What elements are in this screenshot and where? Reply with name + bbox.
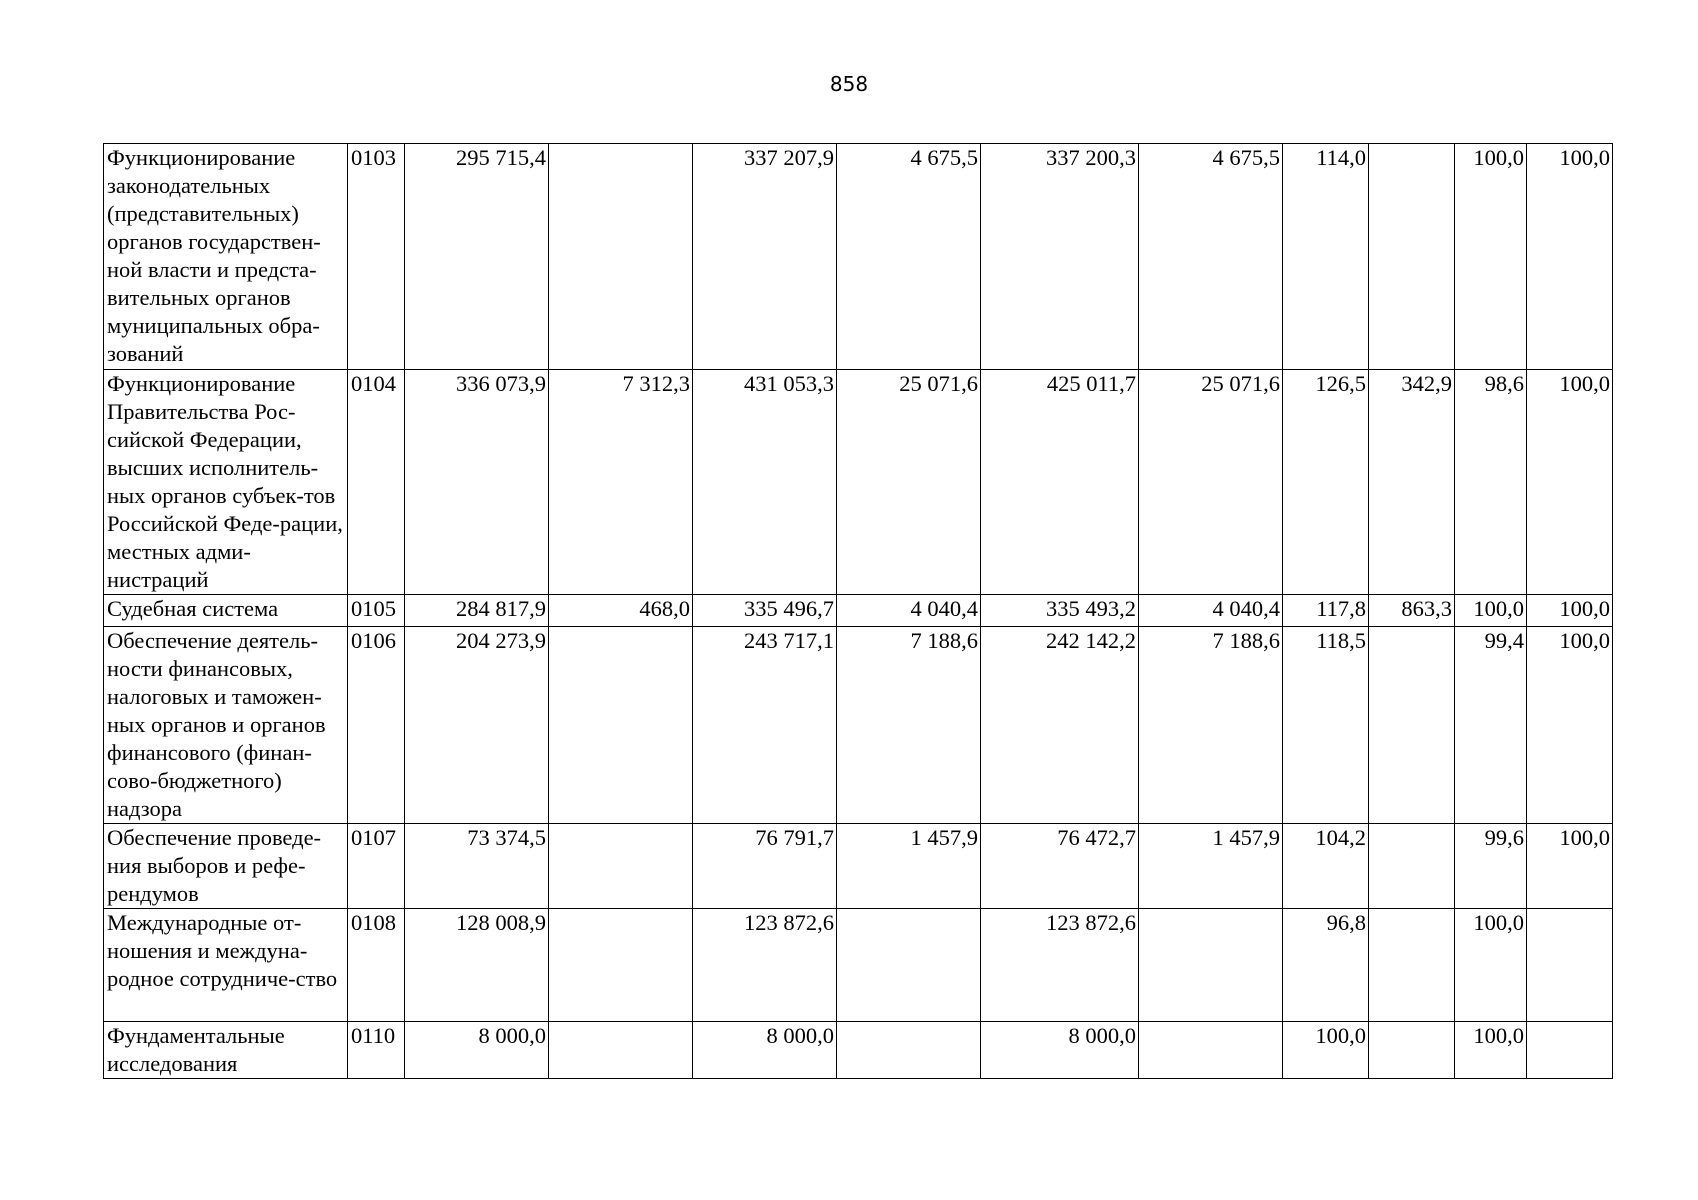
table-cell: 337 207,9 bbox=[693, 144, 837, 370]
row-name: Судебная система bbox=[104, 595, 348, 627]
table-cell bbox=[1369, 627, 1455, 824]
table-cell: 100,0 bbox=[1455, 1022, 1527, 1079]
row-code: 0106 bbox=[348, 627, 405, 824]
table-cell: 100,0 bbox=[1455, 144, 1527, 370]
table-cell: 99,4 bbox=[1455, 627, 1527, 824]
table-cell: 128 008,9 bbox=[405, 909, 549, 1022]
table-cell: 123 872,6 bbox=[693, 909, 837, 1022]
table-cell: 98,6 bbox=[1455, 370, 1527, 595]
table-cell: 7 188,6 bbox=[1139, 627, 1283, 824]
table-cell: 126,5 bbox=[1283, 370, 1369, 595]
table-cell: 73 374,5 bbox=[405, 824, 549, 909]
table-cell: 118,5 bbox=[1283, 627, 1369, 824]
table-cell: 4 675,5 bbox=[1139, 144, 1283, 370]
table-cell bbox=[1369, 824, 1455, 909]
table-cell bbox=[1139, 1022, 1283, 1079]
table-cell: 431 053,3 bbox=[693, 370, 837, 595]
table-cell: 284 817,9 bbox=[405, 595, 549, 627]
budget-table bbox=[103, 143, 1613, 1079]
row-name: Обеспечение деятель-ности финансовых, налоговых и таможен-ных органов и органов финансового (финан-сово-бюджетного) надзора bbox=[104, 627, 348, 824]
table-cell: 99,6 bbox=[1455, 824, 1527, 909]
row-code: 0103 bbox=[348, 144, 405, 370]
table-cell: 100,0 bbox=[1455, 595, 1527, 627]
row-code: 0107 bbox=[348, 824, 405, 909]
table-cell: 335 493,2 bbox=[981, 595, 1139, 627]
table-row bbox=[104, 595, 1613, 627]
row-name: Обеспечение проведе-ния выборов и рефе-рендумов bbox=[104, 824, 348, 909]
table-row bbox=[104, 627, 1613, 824]
table-cell bbox=[837, 909, 981, 1022]
table-cell: 104,2 bbox=[1283, 824, 1369, 909]
table-cell: 4 675,5 bbox=[837, 144, 981, 370]
table-row bbox=[104, 909, 1613, 1022]
table-cell bbox=[549, 909, 693, 1022]
table-cell: 96,8 bbox=[1283, 909, 1369, 1022]
table-cell bbox=[1369, 1022, 1455, 1079]
table-cell: 100,0 bbox=[1527, 595, 1613, 627]
table-row bbox=[104, 1022, 1613, 1079]
table-cell: 4 040,4 bbox=[1139, 595, 1283, 627]
table-cell bbox=[1139, 909, 1283, 1022]
table-cell: 114,0 bbox=[1283, 144, 1369, 370]
row-code: 0110 bbox=[348, 1022, 405, 1079]
table-cell bbox=[1527, 909, 1613, 1022]
table-row bbox=[104, 370, 1613, 595]
table-cell: 100,0 bbox=[1455, 909, 1527, 1022]
table-cell: 100,0 bbox=[1283, 1022, 1369, 1079]
table-cell: 8 000,0 bbox=[405, 1022, 549, 1079]
table-cell: 337 200,3 bbox=[981, 144, 1139, 370]
table-cell: 425 011,7 bbox=[981, 370, 1139, 595]
row-name: Функционирование Правительства Рос-сийской Федерации, высших исполнитель-ных органов субъек-тов Российской Феде-рации, местных адми-нистраций bbox=[104, 370, 348, 595]
row-code: 0108 bbox=[348, 909, 405, 1022]
table-cell: 1 457,9 bbox=[1139, 824, 1283, 909]
row-name: Международные от-ношения и междуна-родное сотрудниче-ство bbox=[104, 909, 348, 1022]
table-row bbox=[104, 144, 1613, 370]
table-cell: 242 142,2 bbox=[981, 627, 1139, 824]
table-cell: 336 073,9 bbox=[405, 370, 549, 595]
table-cell bbox=[549, 824, 693, 909]
table-cell: 25 071,6 bbox=[837, 370, 981, 595]
table-cell bbox=[1369, 144, 1455, 370]
table-cell bbox=[1527, 1022, 1613, 1079]
table-cell: 8 000,0 bbox=[981, 1022, 1139, 1079]
page-number: 858 bbox=[829, 72, 869, 96]
table-cell: 25 071,6 bbox=[1139, 370, 1283, 595]
row-name: Функционирование законодательных (представительных) органов государствен-ной власти и предста-вительных органов муниципальных обра-зований bbox=[104, 144, 348, 370]
table-cell: 863,3 bbox=[1369, 595, 1455, 627]
table-cell: 8 000,0 bbox=[693, 1022, 837, 1079]
table-cell: 7 188,6 bbox=[837, 627, 981, 824]
table-cell: 123 872,6 bbox=[981, 909, 1139, 1022]
table-cell: 117,8 bbox=[1283, 595, 1369, 627]
row-code: 0104 bbox=[348, 370, 405, 595]
table-cell: 468,0 bbox=[549, 595, 693, 627]
table-cell bbox=[549, 144, 693, 370]
table-cell: 100,0 bbox=[1527, 627, 1613, 824]
row-name: Фундаментальные исследования bbox=[104, 1022, 348, 1079]
table-cell: 204 273,9 bbox=[405, 627, 549, 824]
table-cell: 7 312,3 bbox=[549, 370, 693, 595]
row-code: 0105 bbox=[348, 595, 405, 627]
table-row bbox=[104, 824, 1613, 909]
table-cell: 100,0 bbox=[1527, 370, 1613, 595]
table-cell: 100,0 bbox=[1527, 144, 1613, 370]
table-cell bbox=[549, 1022, 693, 1079]
table-cell: 76 472,7 bbox=[981, 824, 1139, 909]
table-cell: 76 791,7 bbox=[693, 824, 837, 909]
table-cell: 335 496,7 bbox=[693, 595, 837, 627]
table-cell: 1 457,9 bbox=[837, 824, 981, 909]
table-cell bbox=[837, 1022, 981, 1079]
table-cell bbox=[1369, 909, 1455, 1022]
table-cell: 100,0 bbox=[1527, 824, 1613, 909]
table-cell bbox=[549, 627, 693, 824]
table-cell: 295 715,4 bbox=[405, 144, 549, 370]
table-cell: 4 040,4 bbox=[837, 595, 981, 627]
table-cell: 243 717,1 bbox=[693, 627, 837, 824]
table-cell: 342,9 bbox=[1369, 370, 1455, 595]
